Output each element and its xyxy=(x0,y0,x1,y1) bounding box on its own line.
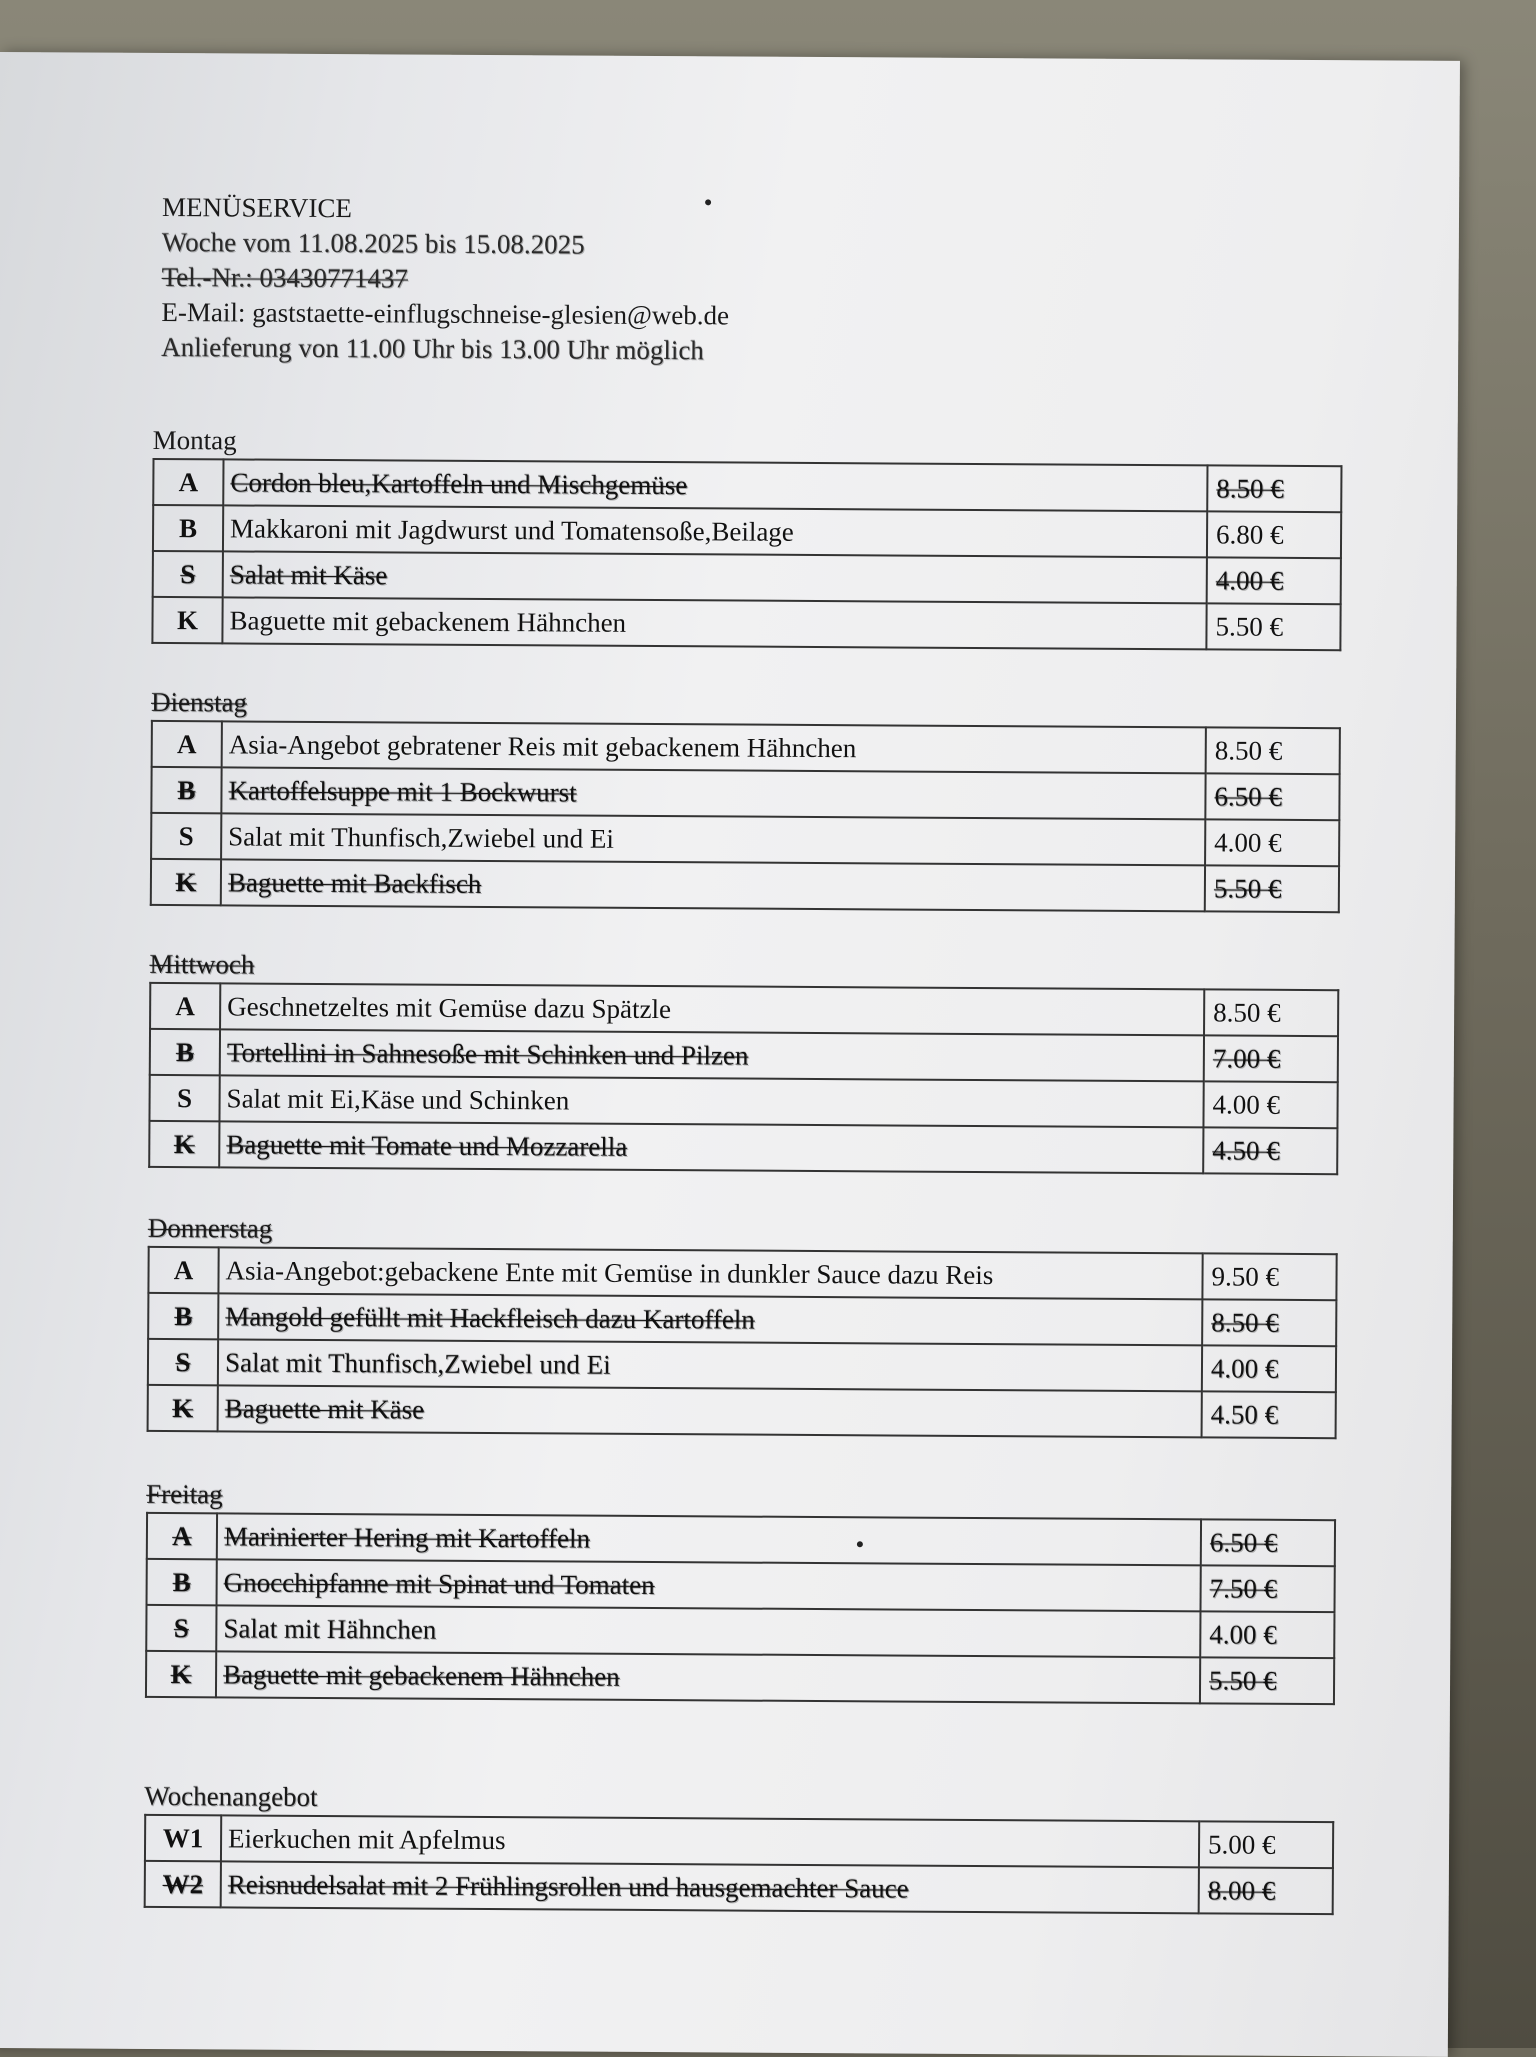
table-row xyxy=(151,813,1339,866)
item-price: 9.50 € xyxy=(1202,1253,1336,1300)
item-price: 7.50 € xyxy=(1200,1565,1334,1612)
item-price: 5.50 € xyxy=(1205,865,1339,912)
item-code: A xyxy=(152,721,222,767)
item-price: 6.50 € xyxy=(1201,1519,1335,1566)
menu-table xyxy=(147,1246,1338,1439)
menu-table xyxy=(144,1814,1335,1915)
table-row xyxy=(148,1339,1336,1392)
item-dish: Asia-Angebot gebratener Reis mit gebackenem Hähnchen xyxy=(222,721,1206,773)
weekly-heading: Wochenangebot xyxy=(144,1780,318,1812)
table-row xyxy=(151,859,1339,912)
item-code: K xyxy=(151,859,221,905)
item-price: 5.50 € xyxy=(1200,1657,1334,1704)
table-row xyxy=(145,1815,1333,1868)
item-dish: Tortellini in Sahnesoße mit Schinken und Pilzen xyxy=(220,1029,1204,1081)
menu-title: MENÜSERVICE xyxy=(161,191,352,224)
item-dish: Baguette mit Käse xyxy=(218,1385,1202,1437)
table-row xyxy=(150,1029,1338,1082)
item-dish: Asia-Angebot:gebackene Ente mit Gemüse in dunkler Sauce dazu Reis xyxy=(218,1247,1202,1299)
item-code: S xyxy=(148,1339,218,1385)
item-price: 4.00 € xyxy=(1200,1611,1334,1658)
item-dish: Marinierter Hering mit Kartoffeln xyxy=(217,1513,1201,1565)
day-heading: Montag xyxy=(152,424,237,456)
menu-table xyxy=(148,982,1339,1175)
item-price: 4.00 € xyxy=(1207,557,1341,604)
item-code: B xyxy=(153,505,223,551)
item-price: 8.50 € xyxy=(1206,727,1340,774)
item-code: S xyxy=(153,551,223,597)
item-code: K xyxy=(152,597,222,643)
item-price: 4.00 € xyxy=(1203,1081,1337,1128)
item-price: 8.50 € xyxy=(1202,1299,1336,1346)
ink-speck xyxy=(705,199,711,205)
day-heading: Dienstag xyxy=(150,686,248,718)
item-price: 4.00 € xyxy=(1202,1345,1336,1392)
day-section-montag xyxy=(151,425,1342,651)
item-dish: Baguette mit gebackenem Hähnchen xyxy=(216,1651,1200,1703)
item-dish: Baguette mit Tomate und Mozzarella xyxy=(219,1121,1203,1173)
item-dish: Gnocchipfanne mit Spinat und Tomaten xyxy=(217,1559,1201,1611)
item-price: 4.50 € xyxy=(1202,1391,1336,1438)
item-price: 8.50 € xyxy=(1207,465,1341,512)
item-code: A xyxy=(148,1247,218,1293)
item-code: A xyxy=(153,459,223,505)
table-row xyxy=(149,1121,1337,1174)
table-row xyxy=(147,1559,1335,1612)
item-price: 8.50 € xyxy=(1204,989,1338,1036)
item-dish: Reisnudelsalat mit 2 Frühlingsrollen und hausgemachter Sauce xyxy=(221,1861,1199,1913)
table-row xyxy=(148,1247,1336,1300)
item-dish: Mangold gefüllt mit Hackfleisch dazu Kartoffeln xyxy=(218,1293,1202,1345)
table-row xyxy=(148,1385,1336,1438)
item-dish: Salat mit Hähnchen xyxy=(216,1605,1200,1657)
table-row xyxy=(152,597,1340,650)
item-dish: Eierkuchen mit Apfelmus xyxy=(221,1815,1199,1867)
item-dish: Salat mit Käse xyxy=(223,551,1207,603)
item-dish: Salat mit Thunfisch,Zwiebel und Ei xyxy=(221,813,1205,865)
item-code: S xyxy=(149,1075,219,1121)
table-row xyxy=(153,459,1341,512)
menu-sheet xyxy=(0,52,1460,2057)
table-row xyxy=(150,983,1338,1036)
weekly-offer-section xyxy=(144,1781,1335,1915)
day-section-freitag xyxy=(145,1479,1336,1705)
item-dish: Salat mit Ei,Käse und Schinken xyxy=(219,1075,1203,1127)
item-code: B xyxy=(150,1029,220,1075)
menu-table xyxy=(150,720,1341,913)
phone-number: Tel.-Nr.: 03430771437 xyxy=(161,261,409,294)
day-section-mittwoch xyxy=(148,949,1339,1175)
table-row xyxy=(147,1513,1335,1566)
menu-table xyxy=(151,458,1342,651)
day-heading: Freitag xyxy=(146,1478,223,1510)
item-price: 6.80 € xyxy=(1207,511,1341,558)
item-code: S xyxy=(151,813,221,859)
item-dish: Salat mit Thunfisch,Zwiebel und Ei xyxy=(218,1339,1202,1391)
item-code: K xyxy=(148,1385,218,1431)
table-row xyxy=(148,1293,1336,1346)
item-dish: Baguette mit gebackenem Hähnchen xyxy=(222,597,1206,649)
table-row xyxy=(146,1605,1334,1658)
item-dish: Makkaroni mit Jagdwurst und Tomatensoße,Beilage xyxy=(223,505,1207,557)
menu-table xyxy=(145,1512,1336,1705)
table-row xyxy=(153,505,1341,558)
table-row xyxy=(146,1651,1334,1704)
delivery-time: Anlieferung von 11.00 Uhr bis 13.00 Uhr möglich xyxy=(161,331,704,366)
item-price: 7.00 € xyxy=(1204,1035,1338,1082)
item-code: K xyxy=(149,1121,219,1167)
item-price: 4.50 € xyxy=(1203,1127,1337,1174)
email-address: E-Mail: gaststaette-einflugschneise-glesien@web.de xyxy=(161,296,730,331)
item-code: W2 xyxy=(145,1861,221,1907)
item-dish: Geschnetzeltes mit Gemüse dazu Spätzle xyxy=(220,983,1204,1035)
week-range: Woche vom 11.08.2025 bis 15.08.2025 xyxy=(161,226,585,260)
table-row xyxy=(145,1861,1333,1914)
item-code: A xyxy=(150,983,220,1029)
day-section-dienstag xyxy=(150,687,1341,913)
item-dish: Kartoffelsuppe mit 1 Bockwurst xyxy=(221,767,1205,819)
table-row xyxy=(152,721,1340,774)
item-code: B xyxy=(151,767,221,813)
table-row xyxy=(151,767,1339,820)
item-code: B xyxy=(148,1293,218,1339)
menu-header xyxy=(161,190,730,368)
item-price: 4.00 € xyxy=(1205,819,1339,866)
item-price: 5.00 € xyxy=(1199,1821,1333,1868)
ink-speck xyxy=(857,1541,863,1547)
day-heading: Donnerstag xyxy=(147,1212,273,1244)
item-code: A xyxy=(147,1513,217,1559)
table-row xyxy=(149,1075,1337,1128)
table-row xyxy=(153,551,1341,604)
item-price: 5.50 € xyxy=(1206,603,1340,650)
item-dish: Baguette mit Backfisch xyxy=(221,859,1205,911)
item-code: S xyxy=(146,1605,216,1651)
item-code: W1 xyxy=(145,1815,221,1861)
item-price: 6.50 € xyxy=(1205,773,1339,820)
day-heading: Mittwoch xyxy=(149,948,255,980)
item-price: 8.00 € xyxy=(1199,1867,1333,1914)
item-code: K xyxy=(146,1651,216,1697)
item-code: B xyxy=(147,1559,217,1605)
day-section-donnerstag xyxy=(147,1213,1338,1439)
item-dish: Cordon bleu,Kartoffeln und Mischgemüse xyxy=(223,459,1207,511)
